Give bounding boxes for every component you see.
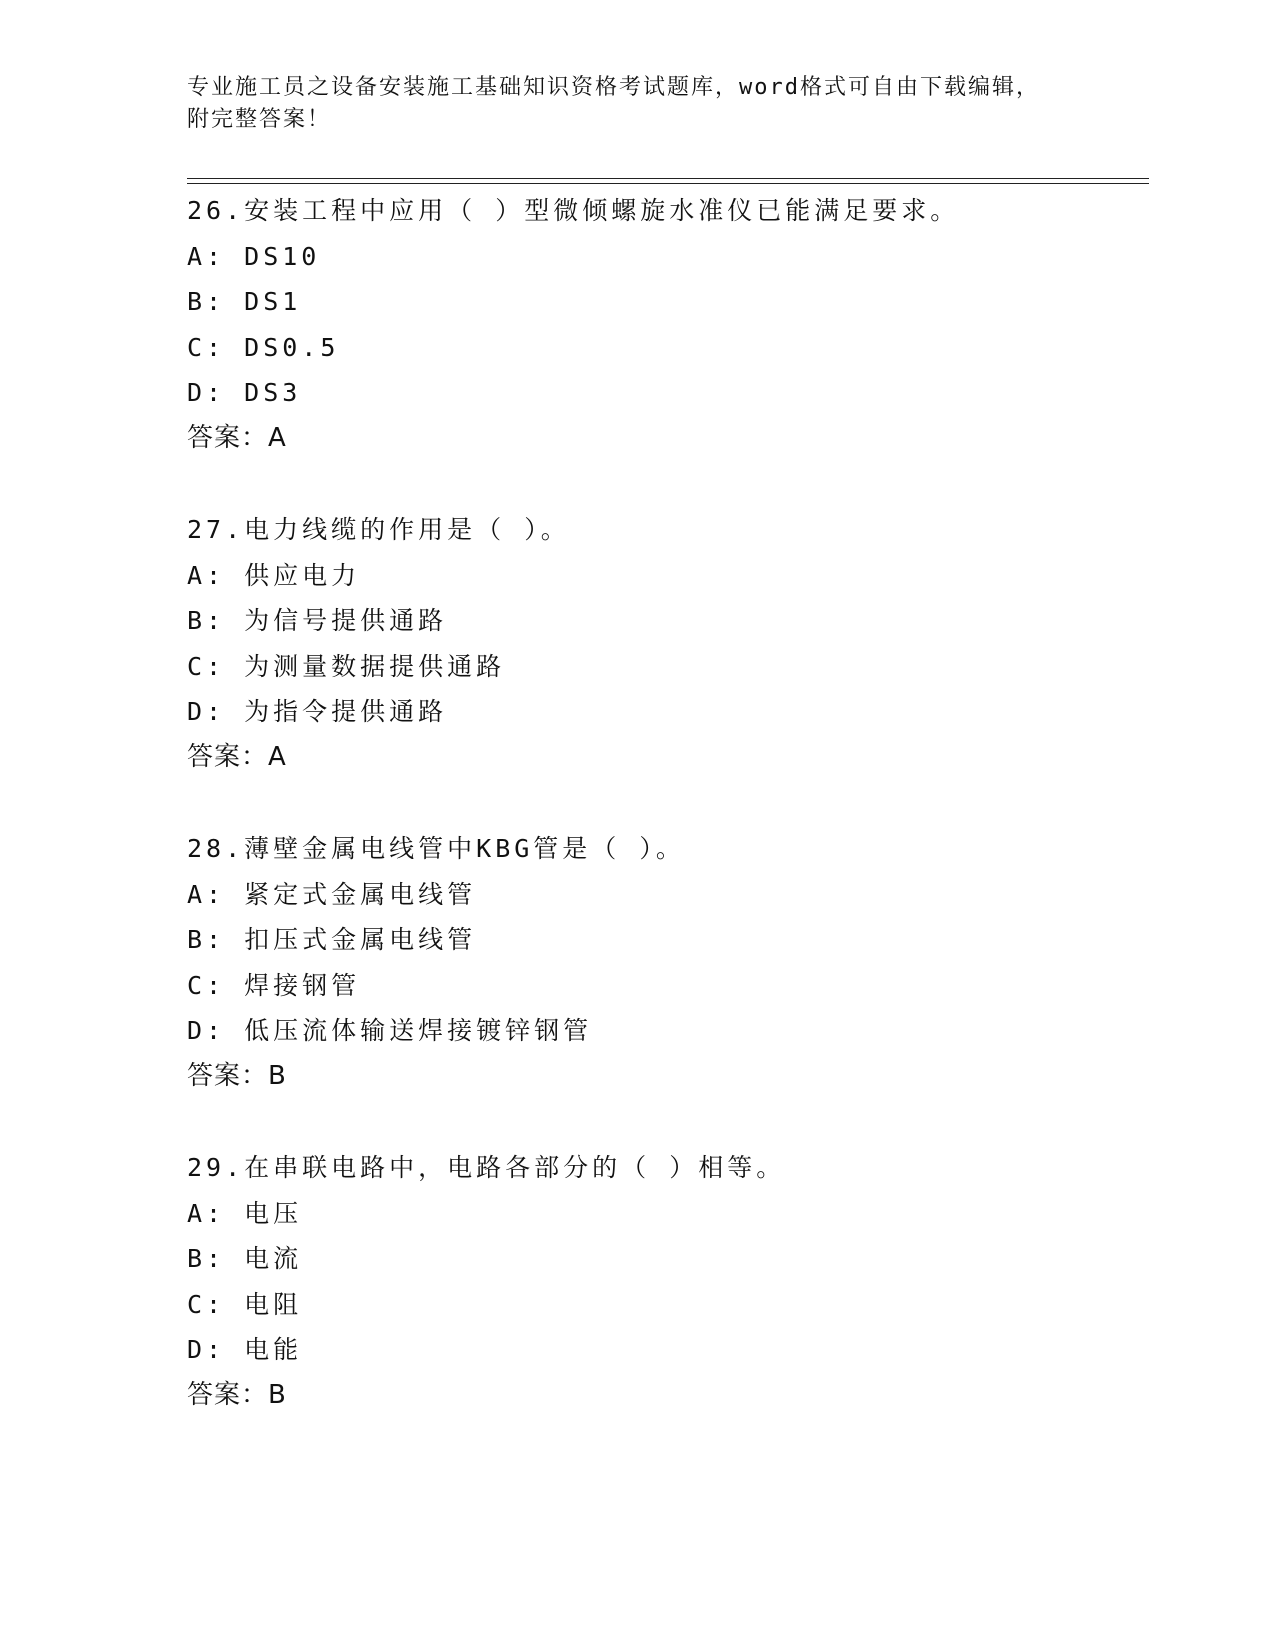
option-b: B: 扣压式金属电线管	[187, 925, 477, 955]
option-d: D: 电能	[187, 1335, 303, 1365]
header-divider-top	[187, 178, 1149, 179]
option-a: A: DS10	[187, 241, 321, 271]
answer-line: 答案：B	[187, 1379, 287, 1410]
option-d: D: DS3	[187, 378, 302, 408]
option-a: A: 电压	[187, 1198, 303, 1228]
header-divider-bottom	[187, 183, 1149, 184]
answer-line: 答案：A	[187, 422, 287, 453]
option-b: B: 为信号提供通路	[187, 606, 448, 636]
option-a: A: 紧定式金属电线管	[187, 879, 477, 909]
question-title: 27.电力线缆的作用是（ ）。	[187, 515, 570, 544]
option-c: C: DS0.5	[187, 332, 340, 362]
answer-line: 答案：B	[187, 1060, 287, 1091]
question-title: 26.安装工程中应用（ ）型微倾螺旋水准仪已能满足要求。	[187, 196, 960, 225]
question-29	[187, 1145, 1147, 1419]
question-title: 28.薄壁金属电线管中KBG管是（ ）。	[187, 834, 685, 863]
option-c: C: 电阻	[187, 1289, 303, 1319]
header-line-1: 专业施工员之设备安装施工基础知识资格考试题库，word格式可自由下载编辑，	[187, 75, 1040, 100]
option-b: B: 电流	[187, 1244, 303, 1274]
document-header	[187, 72, 1087, 136]
option-c: C: 为测量数据提供通路	[187, 651, 506, 681]
option-c: C: 焊接钢管	[187, 970, 361, 1000]
question-26	[187, 188, 1147, 462]
answer-line: 答案：A	[187, 741, 287, 772]
option-a: A: 供应电力	[187, 560, 361, 590]
question-title: 29.在串联电路中，电路各部分的（ ）相等。	[187, 1153, 786, 1182]
question-28	[187, 826, 1147, 1100]
option-d: D: 为指令提供通路	[187, 697, 448, 727]
question-27	[187, 507, 1147, 781]
option-d: D: 低压流体输送焊接镀锌钢管	[187, 1016, 593, 1046]
header-line-2: 附完整答案！	[187, 107, 332, 132]
option-b: B: DS1	[187, 287, 302, 317]
